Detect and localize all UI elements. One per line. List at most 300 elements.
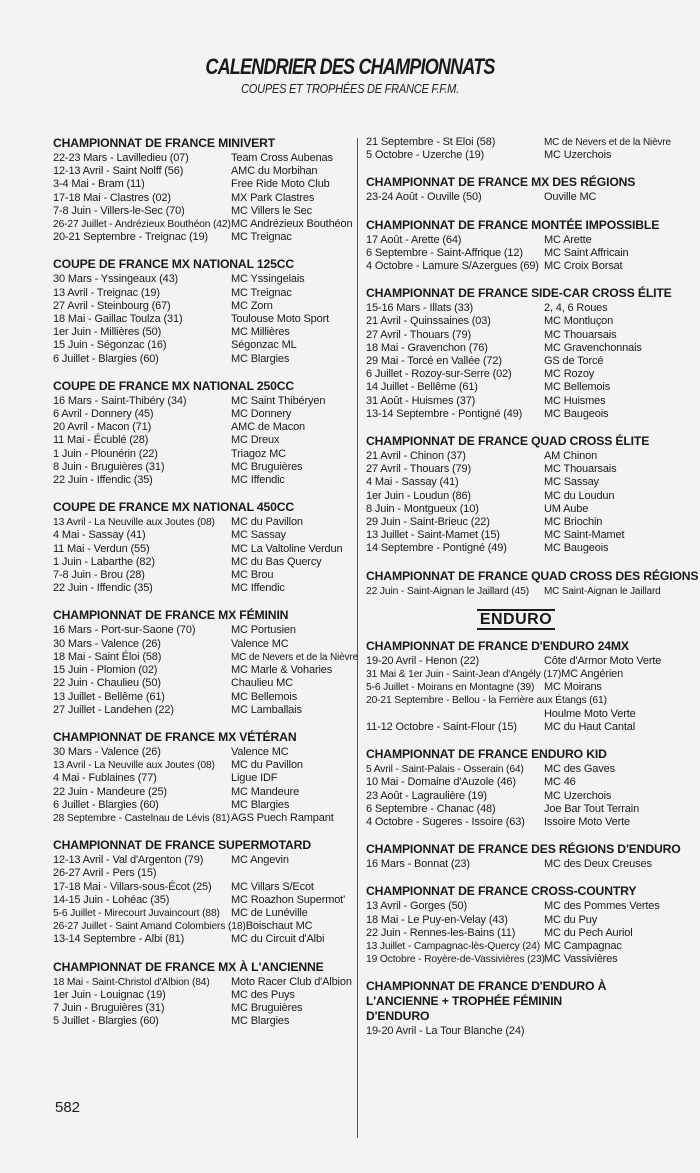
column-divider [357, 138, 358, 1138]
page-header [0, 54, 700, 96]
event-row [366, 858, 666, 871]
event-date-location: 31 Mai & 1er Juin - Saint-Jean d'Angély (17) [366, 669, 562, 681]
event-club: Ouville MC [544, 191, 597, 204]
event-date-location: 26-27 Juillet - Andrézieux Bouthéon (42) [53, 219, 231, 231]
championship-section [366, 747, 666, 829]
event-row [53, 677, 353, 690]
event-club: MC Rozoy [544, 368, 595, 381]
championship-section [366, 175, 666, 204]
event-row [53, 854, 353, 867]
event-row [53, 421, 353, 434]
section-title: CHAMPIONNAT DE FRANCE MONTÉE IMPOSSIBLE [366, 217, 660, 232]
championship-section [53, 960, 353, 1029]
event-club: MC Treignac [231, 231, 292, 244]
event-date-location: 31 Août - Huismes (37) [366, 394, 476, 407]
event-date-location: 15-16 Mars - Illats (33) [366, 302, 474, 315]
section-title: COUPE DE FRANCE MX NATIONAL 125CC [53, 257, 295, 272]
event-club: MC Huismes [544, 394, 606, 407]
event-club: MC Villars S/Ecot [231, 880, 314, 893]
event-date-location: 17-18 Mai - Villars-sous-Écot (25) [53, 880, 212, 893]
event-row [53, 461, 353, 474]
event-row [53, 759, 353, 772]
event-club: AM Chinon [544, 450, 598, 463]
event-club: MC du Haut Cantal [544, 720, 635, 733]
event-date-location: 15 Juin - Plomion (02) [53, 664, 158, 677]
event-row [53, 976, 353, 989]
event-row [53, 569, 353, 582]
event-date-location: 26-27 Juillet - Saint Amand Colombiers (18) [53, 921, 246, 933]
section-title: CHAMPIONNAT DE FRANCE DES RÉGIONS D'ENDURO [366, 842, 681, 857]
event-row [366, 450, 666, 463]
championship-section [366, 136, 671, 162]
event-date-location: 30 Mars - Valence (26) [53, 637, 161, 650]
event-club: MC Thouarsais [544, 328, 617, 341]
event-row [53, 799, 353, 812]
event-club: MC Iffendic [231, 582, 285, 595]
event-row [53, 746, 353, 759]
event-date-location: 22 Juin - Chaulieu (50) [53, 677, 161, 690]
event-date-location: 12-13 Avril - Saint Nolff (56) [53, 165, 184, 178]
event-row [53, 881, 353, 894]
event-club: MC Roazhon Supermot' [231, 893, 346, 906]
event-date-location: 17 Août - Arette (64) [366, 233, 462, 246]
event-club: MC La Valtoline Verdun [231, 542, 343, 555]
event-club: Free Ride Moto Club [231, 178, 330, 191]
event-club: Issoire Moto Verte [544, 815, 630, 828]
event-row [53, 582, 353, 595]
event-club: MC Dreux [231, 434, 280, 447]
event-date-location: 23 Août - Lagraulière (19) [366, 789, 487, 802]
event-club: MC des Pommes Vertes [544, 900, 660, 913]
page-number: 582 [55, 1099, 81, 1116]
event-date-location: 27 Avril - Thouars (79) [366, 328, 471, 341]
event-date-location: 22 Juin - Iffendic (35) [53, 582, 153, 595]
section-title: CHAMPIONNAT DE FRANCE MINIVERT [53, 136, 276, 150]
event-row [53, 664, 353, 677]
event-date-location: 19-20 Avril - La Tour Blanche (24) [366, 1025, 525, 1038]
event-club: MC Andrézieux Bouthéon [231, 218, 353, 231]
event-date-location: 20 Avril - Macon (71) [53, 421, 152, 434]
section-title: COUPE DE FRANCE MX NATIONAL 450CC [53, 500, 295, 515]
event-date-location: 5 Octobre - Uzerche (19) [366, 149, 485, 162]
event-row [366, 681, 666, 694]
event-club: MC Vassivières [544, 953, 618, 966]
event-row [53, 287, 353, 300]
event-club: MC Iffendic [231, 474, 285, 487]
section-title: CHAMPIONNAT DE FRANCE QUAD CROSS DES RÉGIONS [366, 568, 699, 583]
section-title: CHAMPIONNAT DE FRANCE MX FÉMININ [53, 608, 289, 623]
event-club: UM Aube [544, 502, 589, 515]
event-club: MC du Circuit d'Albi [231, 933, 325, 946]
event-row [53, 218, 353, 231]
event-club: 2, 4, 6 Roues [544, 302, 608, 315]
event-date-location: 1er Juin - Louignac (19) [53, 988, 166, 1001]
event-club: MC du Pavillon [231, 516, 303, 529]
event-club: MC Saint Affricain [544, 246, 629, 259]
left-column [53, 136, 358, 1041]
event-row [53, 300, 353, 313]
event-date-location: 21 Avril - Quinssaines (03) [366, 315, 491, 328]
event-date-location: 22 Juin - Rennes-les-Bains (11) [366, 926, 516, 939]
event-row [366, 408, 666, 421]
event-row [366, 490, 666, 503]
event-row [53, 638, 353, 651]
event-club: MC Donnery [231, 408, 292, 421]
event-club: MC Arette [544, 233, 592, 246]
event-club: MC Millières [231, 326, 290, 339]
event-date-location: 16 Mars - Port-sur-Saone (70) [53, 624, 196, 637]
championship-section [53, 730, 353, 825]
event-row [53, 474, 353, 487]
event-row [366, 940, 666, 953]
event-date-location: 16 Mars - Saint-Thibéry (34) [53, 394, 187, 407]
event-date-location: 22 Juin - Mandeure (25) [53, 785, 167, 798]
event-row [366, 790, 666, 803]
event-club: MC Brou [231, 569, 274, 582]
event-date-location: 7 Juin - Bruguières (31) [53, 1001, 165, 1014]
event-club: MC Mandeure [231, 785, 300, 798]
event-row [366, 708, 666, 721]
event-row [366, 900, 666, 913]
event-date-location: 6 Juillet - Blargies (60) [53, 352, 159, 365]
event-club: Valence MC [231, 637, 289, 650]
event-date-location: 6 Septembre - Saint-Affrique (12) [366, 246, 523, 259]
event-row [366, 529, 666, 542]
event-date-location: 5 Juillet - Blargies (60) [53, 1015, 159, 1028]
event-row [366, 302, 666, 315]
event-date-location: 13-14 Septembre - Pontigné (49) [366, 407, 523, 420]
championship-section [53, 136, 353, 244]
event-club: MC Bellemois [544, 381, 611, 394]
event-club: Houlme Moto Verte [544, 707, 636, 720]
event-club: MC Thouarsais [544, 463, 617, 476]
event-club: GS de Torcé [544, 355, 604, 368]
event-row [53, 529, 353, 542]
section-title: CHAMPIONNAT DE FRANCE CROSS-COUNTRY [366, 884, 637, 899]
event-row [53, 691, 353, 704]
event-club: MC Baugeois [544, 542, 609, 555]
event-date-location: 4 Octobre - Sugeres - Issoire (63) [366, 815, 525, 828]
event-club: MC Saint-Aignan le Jaillard [544, 585, 661, 597]
event-row [53, 273, 353, 286]
championship-section [366, 842, 681, 871]
event-date-location: 18 Mai - Gravenchon (76) [366, 341, 488, 354]
event-club: Chaulieu MC [231, 677, 293, 690]
event-date-location: 6 Avril - Donnery (45) [53, 408, 154, 421]
event-date-location: 29 Juin - Saint-Brieuc (22) [366, 516, 490, 529]
event-row [366, 329, 666, 342]
championship-section [366, 639, 666, 734]
event-row [366, 721, 666, 734]
championship-section [53, 379, 353, 487]
event-date-location: 4 Mai - Fublaines (77) [53, 772, 157, 785]
event-club: MC du Pech Auriol [544, 926, 633, 939]
event-row [53, 1015, 353, 1028]
event-club: MC Saint Thibéryen [231, 394, 326, 407]
event-row [366, 516, 666, 529]
event-row [53, 408, 353, 421]
event-row [366, 463, 666, 476]
event-club: Boischaut MC [245, 920, 313, 933]
event-row [53, 920, 353, 933]
event-club: MC Uzerchois [544, 149, 612, 162]
event-date-location: 13 Juillet - Bellême (61) [53, 690, 165, 703]
event-date-location: 19 Octobre - Royère-de-Vassivières (23) [366, 954, 545, 966]
championship-section [53, 257, 353, 365]
event-row [366, 342, 666, 355]
event-row [366, 542, 666, 555]
event-row [366, 234, 666, 247]
event-row [53, 907, 353, 920]
event-row [53, 313, 353, 326]
event-row [53, 772, 353, 785]
event-date-location: 18 Mai - Gaillac Toulza (31) [53, 313, 183, 326]
event-row [366, 247, 666, 260]
event-date-location: 1 Juin - Labarthe (82) [53, 555, 155, 568]
championship-section [366, 979, 666, 1038]
event-club: MC de Lunéville [231, 906, 308, 919]
right-column-enduro [366, 638, 681, 1039]
event-row [53, 989, 353, 1002]
event-row [366, 927, 666, 940]
event-row [53, 395, 353, 408]
section-title: CHAMPIONNAT DE FRANCE D'ENDURO À L'ANCIENNE + TROPHÉE FÉMININ D'ENDURO [366, 979, 607, 1024]
event-date-location: 30 Mars - Yssingeaux (43) [53, 273, 179, 286]
event-club: MC Treignac [231, 286, 292, 299]
event-date-location: 4 Mai - Sassay (41) [53, 529, 146, 542]
event-date-location: 11-12 Octobre - Saint-Flour (15) [366, 720, 517, 733]
event-date-location: 14 Septembre - Pontigné (49) [366, 542, 507, 555]
section-title: COUPE DE FRANCE MX NATIONAL 250CC [53, 378, 295, 393]
event-club: AMC du Morbihan [231, 165, 318, 178]
event-date-location: 14-15 Juin - Lohéac (35) [53, 893, 170, 906]
event-date-location: 10 Mai - Domaine d'Auzole (46) [366, 776, 516, 789]
event-row [53, 624, 353, 637]
event-row [366, 763, 666, 776]
event-club: MC Sassay [231, 529, 286, 542]
event-club: MC Baugeois [544, 407, 609, 420]
event-row [366, 694, 666, 707]
event-club: AMC de Macon [231, 421, 306, 434]
event-row [53, 786, 353, 799]
section-title: CHAMPIONNAT DE FRANCE MX DES RÉGIONS [366, 175, 636, 190]
event-row [366, 368, 666, 381]
event-club: MX Park Clastres [231, 191, 315, 204]
event-date-location: 20-21 Septembre - Treignac (19) [53, 231, 208, 244]
event-date-location: 13 Juillet - Campagnac-lès-Quercy (24) [366, 940, 540, 952]
event-club: MC Uzerchois [544, 789, 612, 802]
event-club: Côte d'Armor Moto Verte [544, 654, 662, 667]
event-club: MC Blargies [231, 1015, 290, 1028]
event-row [53, 516, 353, 529]
event-row [366, 776, 666, 789]
event-date-location: 18 Mai - Saint-Christol d'Albion (84) [53, 976, 210, 988]
event-row [366, 355, 666, 368]
event-date-location: 6 Juillet - Blargies (60) [53, 798, 159, 811]
event-row [366, 149, 666, 162]
event-row [366, 315, 666, 328]
event-club: Valence MC [231, 745, 289, 758]
event-row [366, 953, 666, 966]
event-club: MC Croix Borsat [544, 260, 623, 273]
event-row [366, 476, 666, 489]
event-date-location: 3-4 Mai - Bram (11) [53, 178, 145, 191]
event-date-location: 11 Mai - Écublé (28) [53, 434, 149, 447]
championship-section [366, 218, 666, 274]
event-date-location: 11 Mai - Verdun (55) [53, 542, 150, 555]
championship-section [53, 608, 358, 716]
event-row [53, 556, 353, 569]
event-date-location: 13-14 Septembre - Albi (81) [53, 933, 185, 946]
event-club: MC du Loudun [544, 489, 615, 502]
event-date-location: 1 Juin - Plounérin (22) [53, 447, 158, 460]
enduro-heading [366, 611, 666, 629]
event-date-location: 19-20 Avril - Henon (22) [366, 654, 479, 667]
event-club: MC Blargies [231, 798, 290, 811]
event-club: MC du Pavillon [231, 759, 303, 772]
event-date-location: 8 Juin - Bruguières (31) [53, 460, 165, 473]
event-row [53, 704, 353, 717]
event-date-location: 13 Juillet - Saint-Mamet (15) [366, 529, 500, 542]
event-club: MC Yssingelais [231, 273, 305, 286]
event-date-location: 27 Avril - Steinbourg (67) [53, 299, 171, 312]
event-club: MC Blargies [231, 352, 290, 365]
event-club: Joe Bar Tout Terrain [544, 802, 640, 815]
event-row [53, 339, 353, 352]
event-row [53, 165, 353, 178]
event-date-location: 13 Avril - Gorges (50) [366, 900, 468, 913]
event-row [53, 933, 353, 946]
event-row [366, 136, 671, 149]
event-club: MC Lamballais [231, 703, 302, 716]
championship-section [366, 286, 672, 421]
section-title: CHAMPIONNAT DE FRANCE MX À L'ANCIENNE [53, 959, 324, 974]
event-club: Ségonzac ML [231, 339, 297, 352]
event-club: AGS Puech Rampant [231, 811, 334, 824]
event-club: MC du Bas Quercy [231, 555, 322, 568]
event-date-location: 5 Avril - Saint-Palais - Osserain (64) [366, 764, 524, 776]
event-row [53, 543, 353, 556]
event-row [53, 434, 353, 447]
event-club: MC de Nevers et de la Nièvre [231, 651, 358, 663]
event-club: MC Bruguières [231, 460, 303, 473]
event-club: MC Montluçon [544, 315, 614, 328]
event-row [53, 867, 353, 880]
event-date-location: 8 Juin - Montgueux (10) [366, 502, 479, 515]
event-row [366, 381, 666, 394]
section-title: CHAMPIONNAT DE FRANCE ENDURO KID [366, 747, 607, 762]
event-date-location: 20-21 Septembre - Bellou - la Ferrière aux Étangs (61) [366, 695, 607, 707]
event-row [53, 152, 353, 165]
event-date-location: 13 Avril - La Neuville aux Joutes (08) [53, 760, 215, 772]
event-date-location: 22 Juin - Iffendic (35) [53, 474, 153, 487]
event-club: MC Marle & Voharies [231, 664, 333, 677]
event-row [53, 812, 353, 825]
event-date-location: 12-13 Avril - Val d'Argenton (79) [53, 854, 204, 867]
event-club: MC Bellemois [231, 690, 298, 703]
event-date-location: 7-8 Juin - Villers-le-Sec (70) [53, 204, 185, 217]
event-row [53, 650, 358, 664]
event-date-location: 22 Juin - Saint-Aignan le Jaillard (45) [366, 585, 529, 597]
championship-section [366, 884, 666, 966]
event-row [53, 353, 353, 366]
event-row [53, 205, 353, 218]
event-club: MC Portusien [231, 624, 296, 637]
event-club: MC de Nevers et de la Nièvre [544, 137, 671, 148]
event-club: MC Villers le Sec [231, 204, 312, 217]
event-date-location: 4 Mai - Sassay (41) [366, 476, 459, 489]
event-date-location: 21 Septembre - St Eloi (58) [366, 136, 496, 148]
event-club: MC Campagnac [544, 939, 622, 952]
event-club: MC Sassay [544, 476, 599, 489]
page-subtitle: COUPES ET TROPHÉES DE FRANCE F.F.M. [241, 81, 459, 96]
event-date-location: 29 Mai - Torcé en Vallée (72) [366, 355, 502, 368]
event-date-location: 13 Avril - Treignac (19) [53, 286, 160, 299]
event-date-location: 23-24 Août - Ouville (50) [366, 191, 482, 204]
event-date-location: 27 Juillet - Landehen (22) [53, 703, 174, 716]
event-club: MC Angevin [231, 854, 289, 867]
event-club: Ligue IDF [231, 772, 278, 785]
event-club: MC Bruguières [231, 1001, 303, 1014]
event-row [366, 655, 666, 668]
event-row [366, 260, 666, 273]
enduro-heading-text: ENDURO [477, 609, 555, 630]
event-club: MC Zorn [231, 299, 273, 312]
event-date-location: 27 Avril - Thouars (79) [366, 463, 471, 476]
championship-section [366, 434, 666, 556]
section-title: CHAMPIONNAT DE FRANCE QUAD CROSS ÉLITE [366, 434, 650, 449]
championship-section [53, 500, 353, 595]
page-title: CALENDRIER DES CHAMPIONNATS [205, 54, 495, 79]
event-row [366, 191, 666, 204]
event-club: MC du Puy [544, 913, 598, 926]
event-date-location: 18 Mai - Le Puy-en-Velay (43) [366, 913, 508, 926]
section-title: CHAMPIONNAT DE FRANCE D'ENDURO 24MX [366, 638, 629, 653]
event-row [53, 326, 353, 339]
event-row [366, 395, 666, 408]
event-row [53, 894, 353, 907]
event-date-location: 26-27 Avril - Pers (15) [53, 867, 157, 880]
event-row [366, 668, 666, 681]
event-date-location: 28 Septembre - Castelnau de Lévis (81) [53, 812, 230, 824]
event-row [366, 503, 666, 516]
event-club: MC Moirans [544, 681, 602, 694]
event-row [53, 178, 353, 191]
event-date-location: 7-8 Juin - Brou (28) [53, 569, 145, 582]
section-title: CHAMPIONNAT DE FRANCE MX VÉTÉRAN [53, 729, 297, 744]
championship-section [53, 838, 353, 946]
event-date-location: 22-23 Mars - Lavilledieu (07) [53, 152, 189, 164]
event-date-location: 21 Avril - Chinon (37) [366, 450, 466, 463]
event-date-location [366, 708, 544, 721]
section-title: CHAMPIONNAT DE FRANCE SUPERMOTARD [53, 838, 311, 853]
event-club: MC des Gaves [544, 763, 615, 776]
event-row [53, 231, 353, 244]
event-date-location: 5-6 Juillet - Mirecourt Juvaincourt (88) [53, 907, 220, 919]
event-club: Moto Racer Club d'Albion [231, 975, 352, 988]
event-date-location: 14 Juillet - Bellême (61) [366, 381, 478, 394]
event-date-location: 18 Mai - Saint Éloi (58) [53, 650, 162, 663]
event-date-location: 17-18 Mai - Clastres (02) [53, 191, 171, 204]
event-row [366, 816, 666, 829]
event-club: MC Saint-Mamet [544, 529, 625, 542]
event-date-location: 13 Avril - La Neuville aux Joutes (08) [53, 517, 215, 529]
championship-section [366, 568, 699, 598]
right-column [366, 136, 699, 1052]
event-club: Team Cross Aubenas [231, 152, 333, 164]
event-row [53, 448, 353, 461]
event-club: MC 46 [544, 776, 576, 789]
